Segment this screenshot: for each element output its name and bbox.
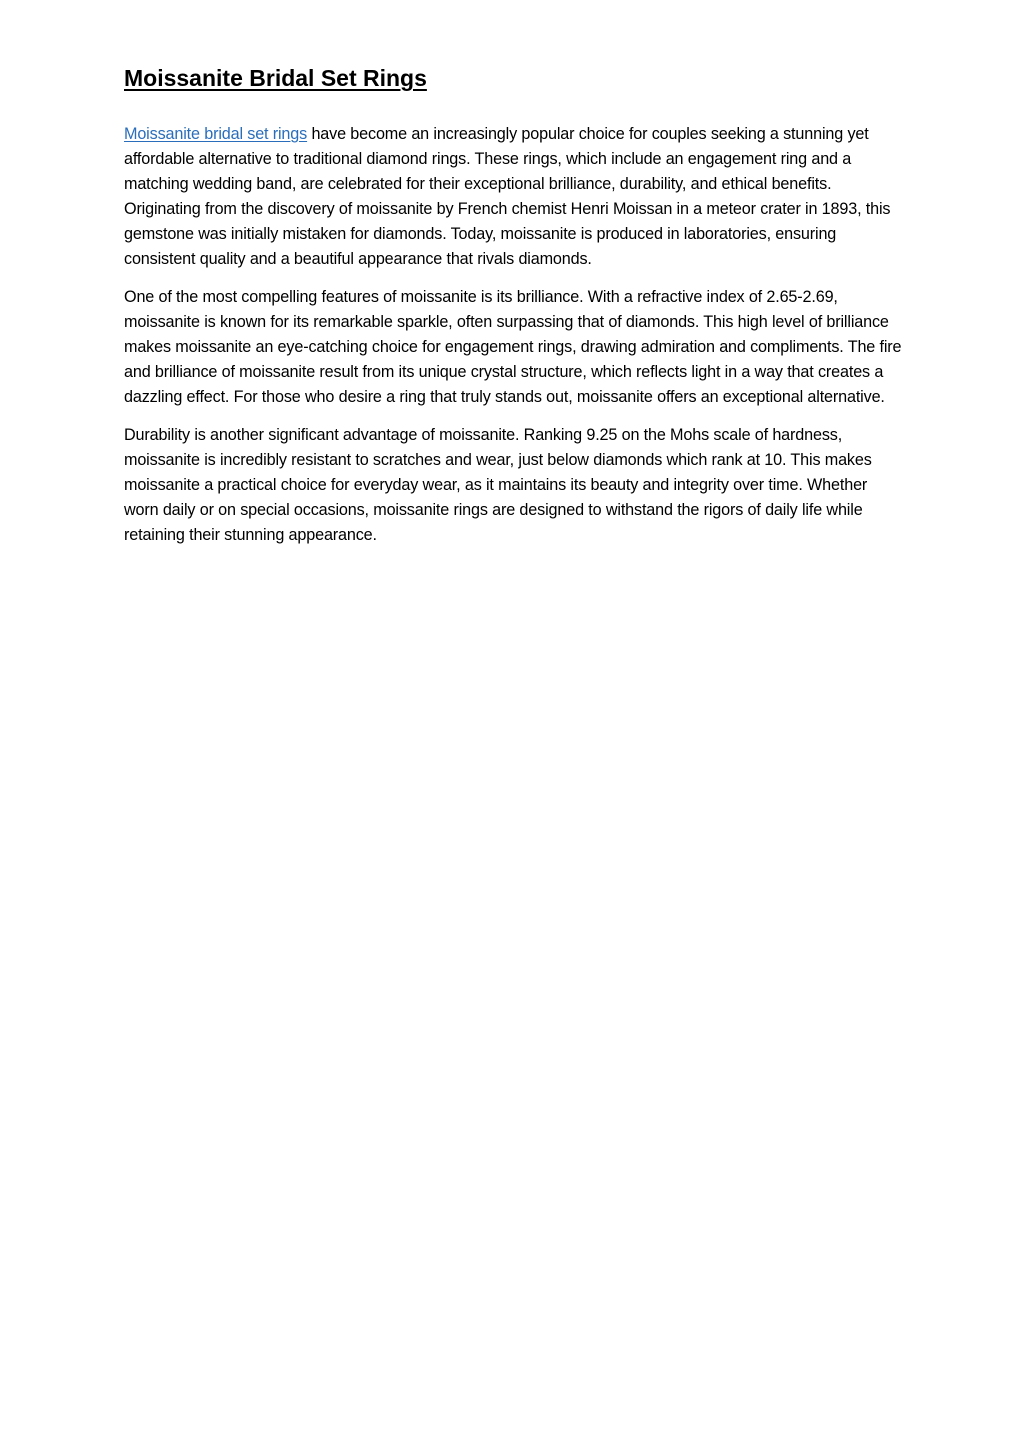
paragraph-intro: [124, 122, 904, 272]
paragraph-brilliance: One of the most compelling features of moissanite is its brilliance. With a refractive index of 2.65-2.69, moissanite is known for its remarkable sparkle, often surpassing that of diamonds. This high level of brilliance makes moissanite an eye-catching choice for engagement rings, drawing admiration and compliments. The fire and brilliance of moissanite result from its unique crystal structure, which reflects light in a way that creates a dazzling effect. For those who desire a ring that truly stands out, moissanite offers an exceptional alternative.: [124, 288, 902, 406]
paragraph-durability: Durability is another significant advantage of moissanite. Ranking 9.25 on the Mohs scale of hardness, moissanite is incredibly resistant to scratches and wear, just below diamonds which rank at 10. This makes moissanite a practical choice for everyday wear, as it maintains its beauty and integrity over time. Whether worn daily or on special occasions, moissanite rings are designed to withstand the rigors of daily life while retaining their stunning appearance.: [124, 426, 872, 544]
document-title: Moissanite Bridal Set Rings: [124, 65, 427, 91]
paragraph-intro-text: have become an increasingly popular choice for couples seeking a stunning yet affordable alternative to traditional diamond rings. These rings, which include an engagement ring and a matching wedding band, are celebrated for their exceptional brilliance, durability, and ethical benefits. Originating from the discovery of moissanite by French chemist Henri Moissan in a meteor crater in 1893, this gemstone was initially mistaken for diamonds. Today, moissanite is produced in laboratories, ensuring consistent quality and a beautiful appearance that rivals diamonds.: [124, 125, 891, 268]
document-page: [124, 60, 904, 548]
moissanite-bridal-set-rings-link[interactable]: Moissanite bridal set rings: [124, 125, 308, 143]
